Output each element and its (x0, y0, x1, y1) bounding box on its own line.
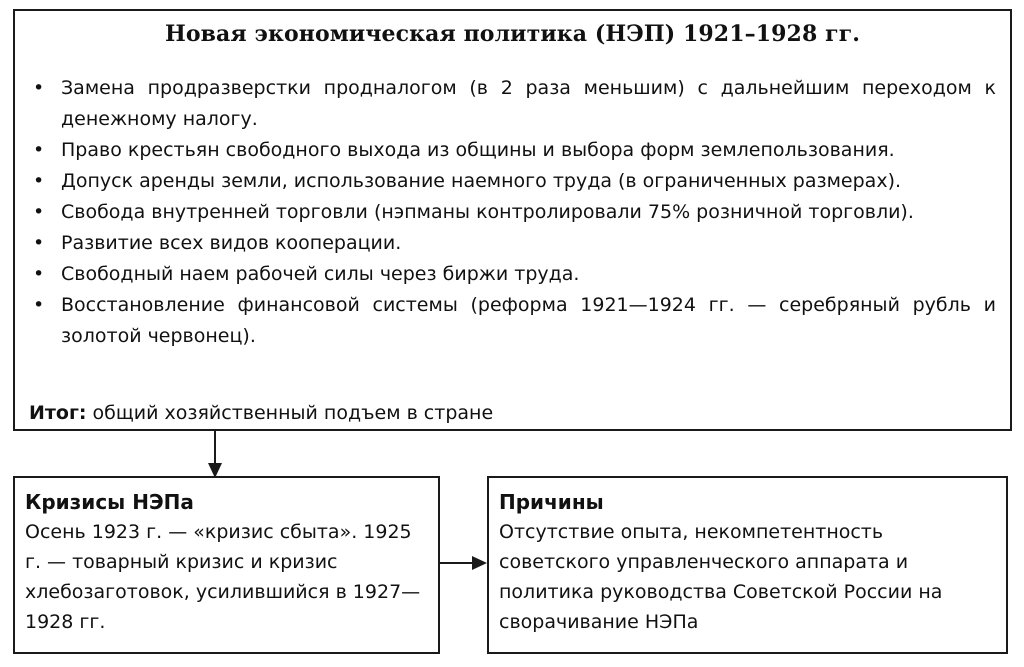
result-label: Итог: (29, 402, 87, 424)
crises-text: Осень 1923 г. — «кризис сбыта». 1925 г. — товарный кризис и кризис хлебозаготовок, усилившийся в 1927—1928 гг. (25, 521, 421, 633)
list-item-text: Свободный наем рабочей силы через биржи труда. (61, 263, 580, 285)
list-item (29, 259, 996, 290)
list-item-text: Допуск аренды земли, использование наемного труда (в ограниченных размерах). (61, 170, 902, 192)
bullet-icon: • (33, 201, 45, 223)
list-item (29, 228, 996, 259)
list-item-text: Восстановление финансовой системы (реформа 1921—1924 гг. — серебряный рубль и золотой червонец). (61, 294, 996, 347)
nep-summary-box (13, 9, 1012, 431)
result-text: общий хозяйственный подъем в стране (86, 402, 494, 424)
list-item (29, 290, 996, 352)
list-item (29, 197, 996, 228)
list-item-text: Право крестьян свободного выхода из общины и выбора форм землепользования. (61, 139, 895, 161)
reasons-title: Причины (499, 490, 604, 514)
bullet-icon: • (33, 139, 45, 161)
list-item (29, 135, 996, 166)
list-item (29, 73, 996, 135)
nep-crises-box (13, 476, 440, 654)
list-item-text: Развитие всех видов кооперации. (61, 232, 402, 254)
bullet-icon: • (33, 294, 45, 316)
arrow-down-icon (205, 431, 225, 479)
bullet-icon: • (33, 263, 45, 285)
bullet-icon: • (33, 170, 45, 192)
bullet-icon: • (33, 77, 45, 99)
nep-result (29, 398, 996, 428)
list-item (29, 166, 996, 197)
bullet-icon: • (33, 232, 45, 254)
list-item-text: Замена продразверстки продналогом (в 2 раза меньшим) с дальнейшим переходом к денежному налогу. (61, 77, 996, 130)
nep-title: Новая экономическая политика (НЭП) 1921–1928 гг. (164, 21, 861, 47)
crises-title: Кризисы НЭПа (25, 490, 194, 514)
nep-reasons-box (487, 476, 1008, 654)
list-item-text: Свобода внутренней торговли (нэпманы контролировали 75% розничной торговли). (61, 201, 914, 223)
reasons-text: Отсутствие опыта, некомпетентность советского управленческого аппарата и политика руководства Советской России на сворачивание НЭПа (499, 521, 943, 633)
nep-measures-list (29, 73, 996, 352)
arrow-right-icon (440, 553, 488, 573)
